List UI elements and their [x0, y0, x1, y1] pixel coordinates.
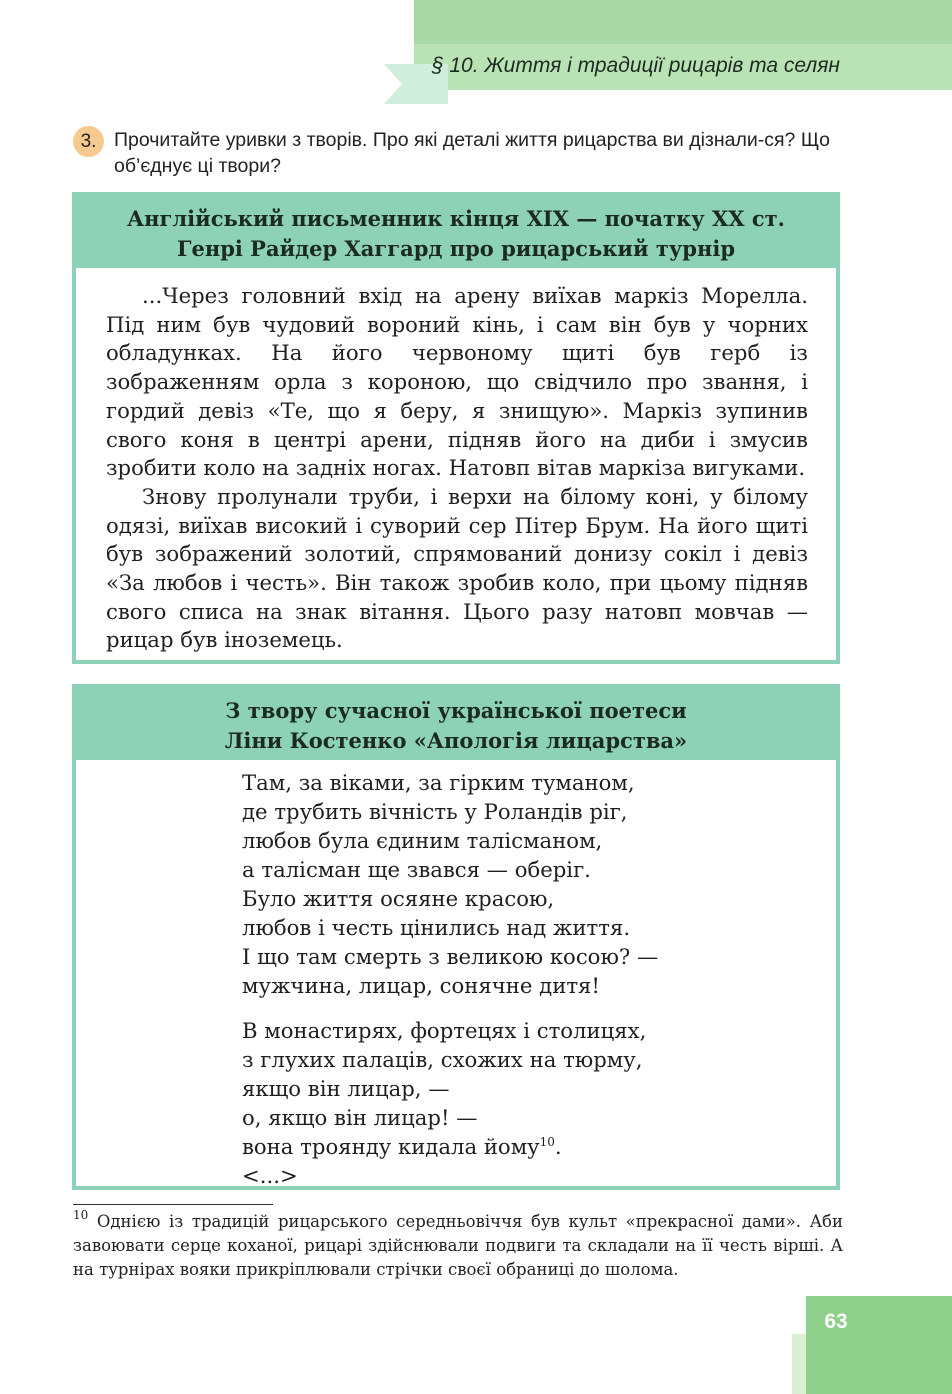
excerpt-heading [76, 196, 836, 268]
excerpt-box-kostenko [72, 684, 840, 1190]
poem-line-with-footnote [242, 1132, 836, 1161]
footnote-number: 10 [73, 1208, 89, 1222]
excerpt-box-haggard [72, 192, 840, 664]
poem-line: любов і честь цінились над життя. [242, 915, 631, 940]
excerpt-heading-line: Генрі Райдер Хаггард про рицарський турнір [176, 236, 736, 261]
poem-line-text: вона троянду кидала йому [242, 1134, 540, 1159]
excerpt-body [76, 268, 836, 655]
poem-line: а талісман ще звався — оберіг. [242, 857, 591, 882]
section-title: § 10. Життя і традиції рицарів та селян [431, 54, 840, 77]
poem-line: В монастирях, фортецях і столицях, [242, 1018, 647, 1043]
task-number-badge: 3. [73, 126, 104, 157]
excerpt-heading [76, 688, 836, 760]
poem-stanza [242, 768, 836, 1000]
poem-ellipsis: <...> [242, 1163, 298, 1188]
poem-body [76, 760, 836, 1190]
poem-stanza [242, 1016, 836, 1190]
poem-line-end: . [554, 1134, 562, 1159]
poem-line: любов була єдиним талісманом, [242, 828, 603, 853]
excerpt-heading-line: Англійський письменник кінця XIX — початку XX ст. [127, 206, 785, 231]
excerpt-heading-line: З твору сучасної української поетеси [225, 698, 687, 723]
poem-line: мужчина, лицар, сонячне дитя! [242, 973, 600, 998]
footnote [73, 1210, 843, 1282]
poem-line: з глухих палаців, схожих на тюрму, [242, 1047, 643, 1072]
poem-line: І що там смерть з великою косою? — [242, 944, 659, 969]
excerpt-paragraph: ...Через головний вхід на арену виїхав маркіз Морелла. Під ним був чудовий вороний кінь, і сам він був у чорних обладунках. На його червоному щиті був герб із зображенням орла з короною, що свідчило про звання, і гордий девіз «Те, що я беру, я знищую». Маркіз зупинив свого коня в центрі арени, підняв його на диби і змусив зробити коло на задніх ногах. Натовп вітав маркіза вигуками. [106, 283, 808, 481]
task-text: Прочитайте уривки з творів. Про які деталі життя рицарства ви дізнали-ся? Що об’єднує ці твори? [114, 129, 830, 177]
poem-line: о, якщо він лицар! — [242, 1105, 478, 1130]
excerpt-heading-line: Ліни Костенко «Апологія лицарства» [224, 728, 688, 753]
footnote-text: Однією із традицій рицарського середньовіччя був культ «прекрасної дами». Аби завоювати серце коханої, рицарі здійснювали подвиги та складали на її честь вірші. А на турнірах вояки прикріплювали стрічки своєї обраниці до шолома. [73, 1212, 843, 1279]
poem-line: якщо він лицар, — [242, 1076, 450, 1101]
page-number: 63 [824, 1310, 848, 1333]
poem-line: Там, за віками, за гірким туманом, [242, 770, 635, 795]
poem-line: Було життя осяяне красою, [242, 886, 555, 911]
poem-line: де трубить вічність у Роландів ріг, [242, 799, 628, 824]
excerpt-paragraph: Знову пролунали труби, і верхи на білому коні, у білому одязі, виїхав високий і суворий сер Пітер Брум. На його щиті був зображений золотий, спрямований донизу сокіл і девіз «За любов і честь». Він також зробив коло, при цьому підняв свого списа на знак вітання. Цього разу натовп мовчав — рицар був іноземець. [106, 483, 808, 653]
footnote-reference: 10 [539, 1135, 555, 1149]
footnote-rule [73, 1204, 273, 1205]
